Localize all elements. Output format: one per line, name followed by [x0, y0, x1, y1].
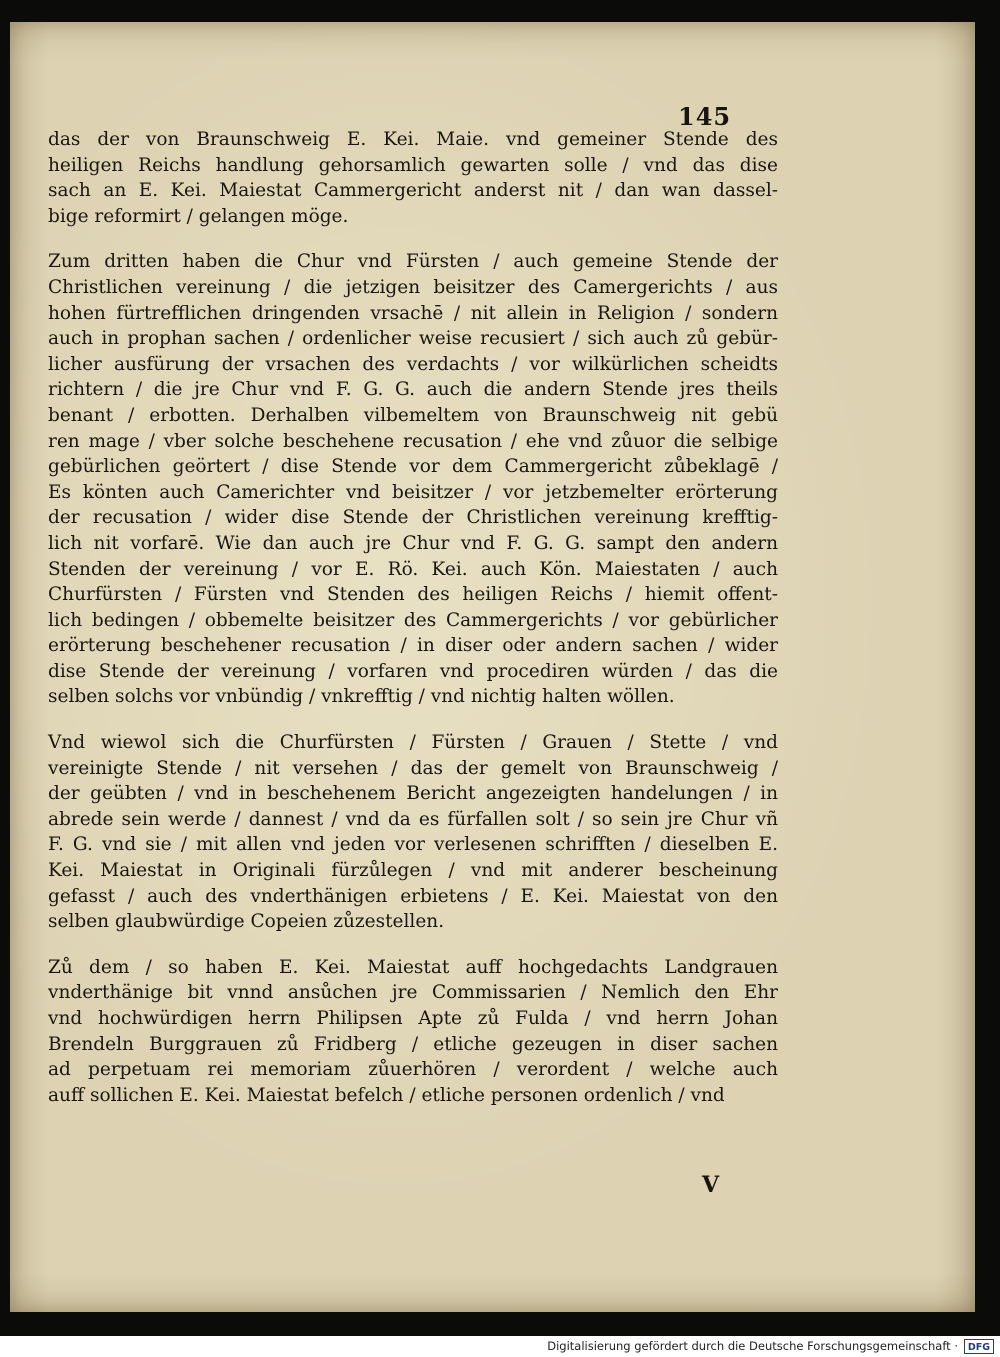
page-text-block: [48, 127, 778, 1108]
paragraph: [48, 127, 778, 229]
paragraph: [48, 730, 778, 935]
text-line: Vnd wiewol sich die Churfürsten / Fürsten / Grauen / Stette / vnd: [48, 732, 778, 754]
text-line: erörterung beschehener recusation / in diser oder andern sachen / wider: [48, 635, 778, 657]
book-page: [10, 22, 975, 1312]
text-line: Zů dem / so haben E. Kei. Maiestat auff hochgedachts Landgrauen: [48, 956, 778, 978]
dfg-logo: DFG: [964, 1339, 994, 1354]
text-line: der geübten / vnd in beschehenem Bericht angezeigten handelungen / in: [48, 783, 778, 805]
text-line: gebürlichen geörtert / dise Stende vor dem Cammergericht zůbeklagē /: [48, 456, 778, 478]
text-line: vereinigte Stende / nit versehen / das der gemelt von Braunschweig /: [48, 757, 778, 779]
text-line: heiligen Reichs handlung gehorsamlich gewarten solle / vnd das dise: [48, 154, 778, 176]
text-line: Churfürsten / Fürsten vnd Stenden des heiligen Reichs / hiemit offent-: [48, 584, 778, 606]
text-line: Zum dritten haben die Chur vnd Fürsten / auch gemeine Stende der: [48, 251, 778, 273]
text-line: benant / erbotten. Derhalben vilbemeltem von Braunschweig nit gebü: [48, 404, 778, 426]
text-line: Es könten auch Camerichter vnd beisitzer / vor jetzbemelter erörterung: [48, 481, 778, 503]
text-line: sach an E. Kei. Maiestat Cammergericht anderst nit / dan wan dassel-: [48, 180, 778, 202]
text-line: selben solchs vor vnbündig / vnkrefftig / vnd nichtig halten wöllen.: [48, 686, 675, 708]
text-line: der recusation / wider dise Stende der Christlichen vereinung krefftig-: [48, 507, 778, 529]
paragraph: [48, 249, 778, 710]
text-line: ren mage / vber solche beschehene recusation / ehe vnd zůuor die selbige: [48, 430, 778, 452]
text-line: hohen fürtrefflichen dringenden vrsachē / nit allein in Religion / sondern: [48, 302, 778, 324]
page-number: 145: [678, 102, 732, 131]
text-line: selben glaubwürdige Copeien zůzestellen.: [48, 911, 445, 933]
text-line: licher ausfürung der vrsachen des verdachts / vor wilkürlichen scheidts: [48, 353, 778, 375]
text-line: Christlichen vereinung / die jetzigen beisitzer des Camergerichts / aus: [48, 276, 778, 298]
text-line: das der von Braunschweig E. Kei. Maie. vnd gemeiner Stende des: [48, 129, 778, 150]
text-line: Brendeln Burggrauen zů Fridberg / etliche gezeugen in diser sachen: [48, 1033, 778, 1055]
text-line: lich bedingen / obbemelte beisitzer des Cammergerichts / vor gebürlicher: [48, 609, 778, 631]
text-line: vnderthänige bit vnnd ansůchen jre Commissarien / Nemlich den Ehr: [48, 982, 778, 1004]
footer-bar: [0, 1336, 1000, 1357]
text-line: Kei. Maiestat in Originali fürzůlegen / vnd mit anderer bescheinung: [48, 860, 778, 882]
text-line: vnd hochwürdigen herrn Philipsen Apte zů Fulda / vnd herrn Johan: [48, 1008, 778, 1029]
signature-mark: V: [702, 1172, 720, 1198]
text-line: Stenden der vereinung / vor E. Rö. Kei. auch Kön. Maiestaten / auch: [48, 558, 778, 580]
text-line: abrede sein werde / dannest / vnd da es fürfallen solt / so sein jre Chur vñ: [48, 808, 778, 830]
paragraph: [48, 955, 778, 1109]
text-line: richtern / die jre Chur vnd F. G. G. auch die andern Stende jres theils: [48, 379, 778, 401]
text-line: bige reformirt / gelangen möge.: [48, 205, 349, 227]
text-line: lich nit vorfarē. Wie dan auch jre Chur vnd F. G. G. sampt den andern: [48, 532, 778, 554]
text-line: auff sollichen E. Kei. Maiestat befelch / etliche personen ordenlich / vnd: [48, 1084, 725, 1106]
text-line: ad perpetuam rei memoriam zůuerhören / verordent / welche auch: [48, 1059, 778, 1081]
text-line: dise Stende der vereinung / vorfaren vnd procediren würden / das die: [48, 660, 778, 682]
text-line: F. G. vnd sie / mit allen vnd jeden vor verlesenen schrifften / dieselben E.: [48, 834, 778, 856]
text-line: gefasst / auch des vnderthänigen erbietens / E. Kei. Maiestat von den: [48, 885, 778, 907]
funding-credit: Digitalisierung gefördert durch die Deutsche Forschungsgemeinschaft ·: [547, 1339, 958, 1353]
text-line: auch in prophan sachen / ordenlicher weise recusiert / sich auch zů gebür-: [48, 328, 778, 350]
